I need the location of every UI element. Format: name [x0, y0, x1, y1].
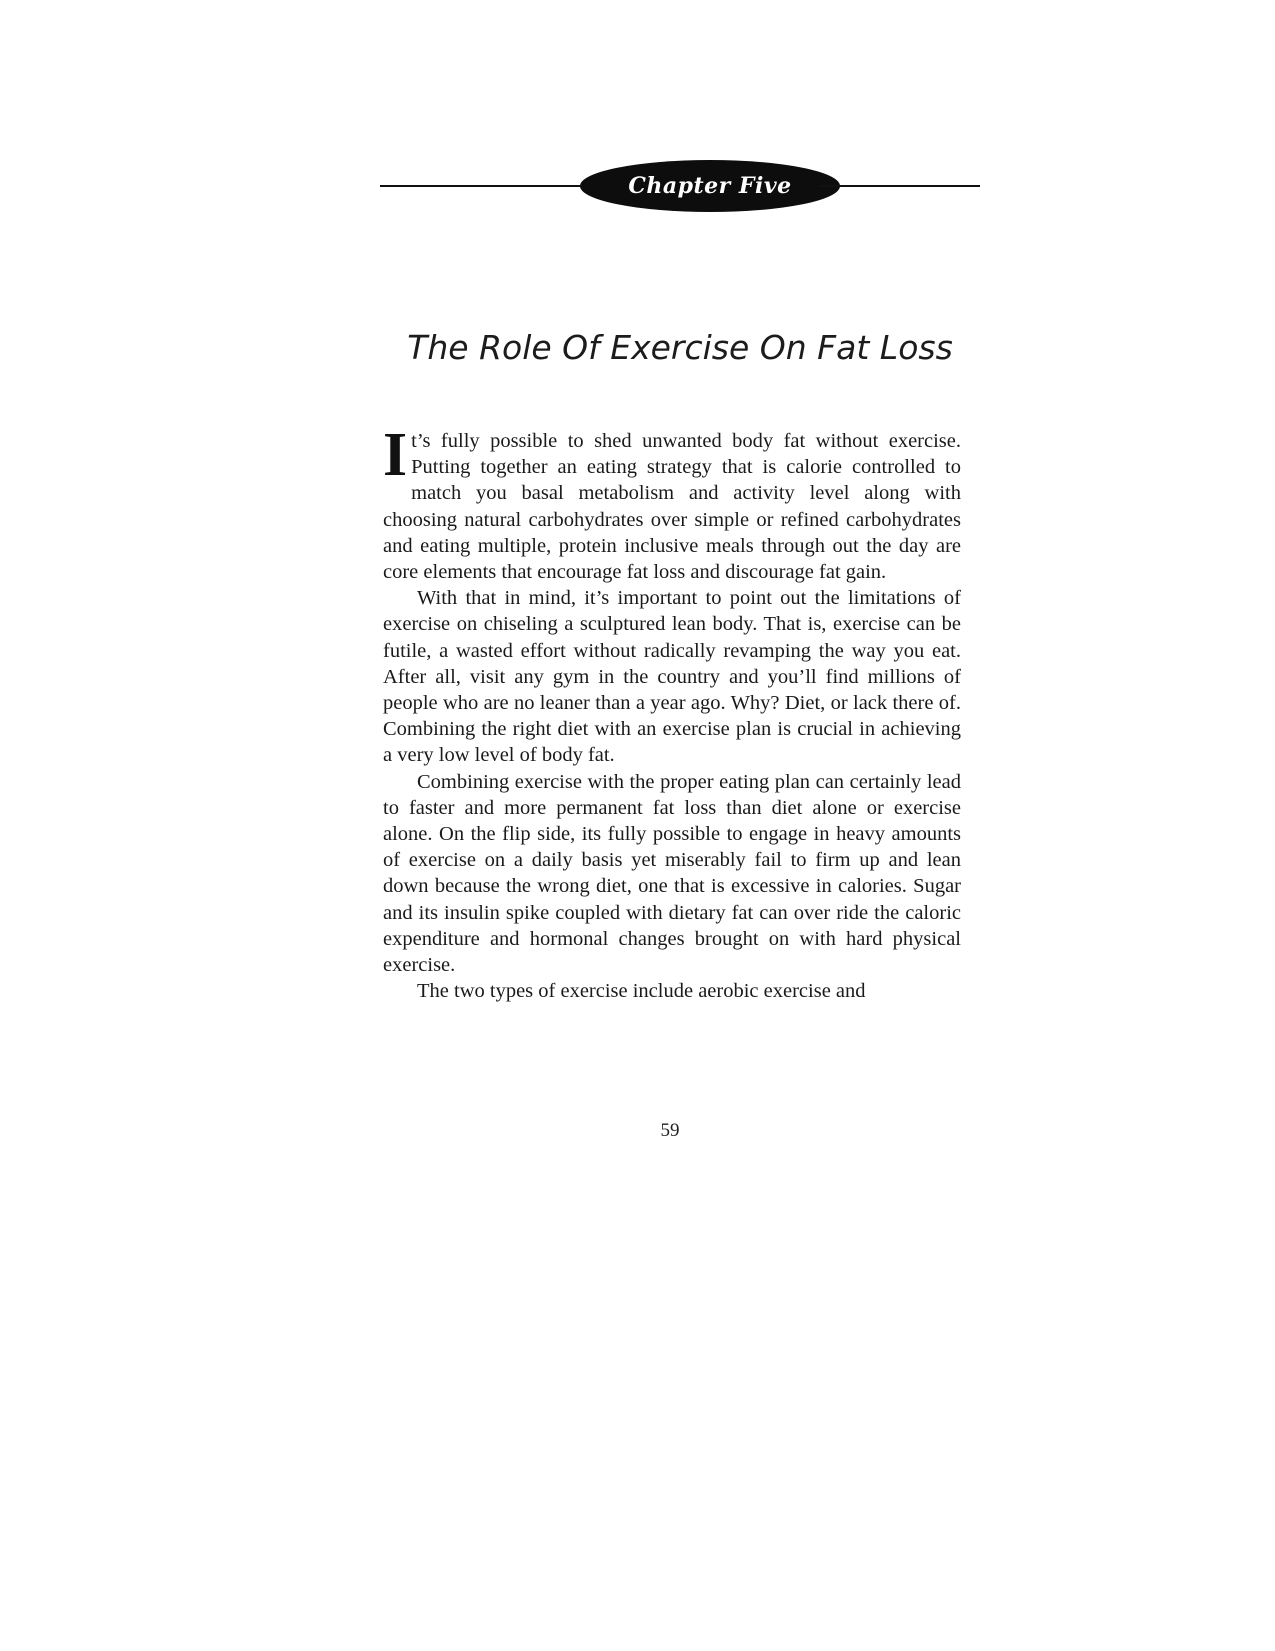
chapter-rule-left — [380, 185, 600, 187]
paragraph-2: With that in mind, it’s important to point out the limitations of exercise on chiseling a sculptured lean body. That is, exercise can be futile, a wasted effort without radically revamping the way you eat. After all, visit any gym in the country and you’ll find millions of people who are no leaner than a year ago. Why? Diet, or lack there of. Combining the right diet with an exercise plan is crucial in achieving a very low level of body fat. — [383, 587, 961, 767]
drop-cap: I — [383, 421, 408, 489]
paragraph-1-text: t’s fully possible to shed unwanted body fat without exercise. Putting together an eating strategy that is calorie controlled to match you basal metabolism and activity level along with choosing natural carbohydrates over simple or refined carbohydrates and eating multiple, protein inclusive meals through out the day are core elements that encourage fat loss and discourage fat gain. — [383, 430, 961, 584]
page-number: 59 — [660, 1120, 680, 1141]
chapter-title: The Role Of Exercise On Fat Loss — [407, 328, 953, 367]
paragraph-3: Combining exercise with the proper eating plan can certainly lead to faster and more permanent fat loss than diet alone or exercise alone. On the flip side, its fully possible to engage in heavy amounts of exercise on a daily basis yet miserably fail to firm up and lean down because the wrong diet, one that is excessive in calories. Sugar and its insulin spike coupled with dietary fat can over ride the caloric expenditure and hormonal changes brought on with hard physical exercise. — [383, 770, 961, 977]
body-text — [383, 421, 961, 1004]
chapter-banner — [380, 160, 980, 212]
paragraph-4: The two types of exercise include aerobic exercise and — [417, 980, 866, 1003]
chapter-label: Chapter Five — [628, 173, 792, 199]
chapter-oval — [580, 160, 840, 212]
paragraph-1 — [383, 421, 961, 585]
chapter-rule-right — [820, 185, 980, 187]
